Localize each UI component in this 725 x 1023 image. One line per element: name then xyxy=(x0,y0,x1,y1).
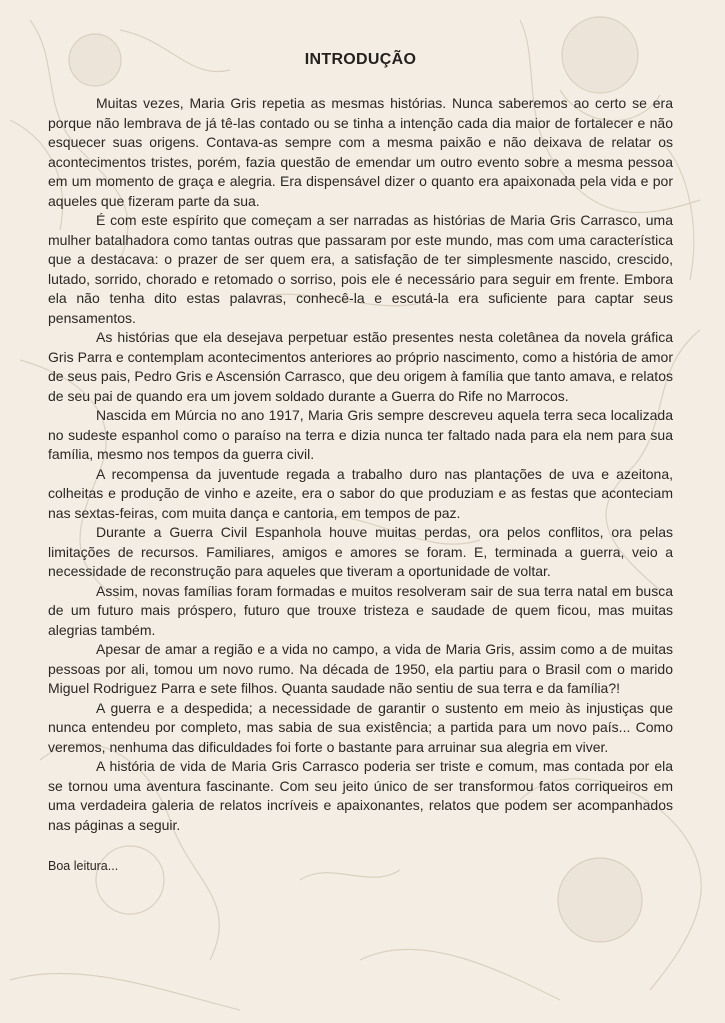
paragraph-4: Nascida em Múrcia no ano 1917, Maria Gris sempre descreveu aquela terra seca localizada no sudeste espanhol como o paraíso na terra e dizia nunca ter faltado nada para ela nem para sua família, mesmo nos tempos da guerra civil. xyxy=(48,407,673,462)
document-title: INTRODUÇÃO xyxy=(304,51,417,68)
paragraph-6: Durante a Guerra Civil Espanhola houve muitas perdas, ora pelos conflitos, ora pelas limitações de recursos. Familiares, amigos e amores se foram. E, terminada a guerra, veio a necessidade de reconstrução para aqueles que tiveram a oportunidade de voltar. xyxy=(48,524,673,579)
paragraph-10: A história de vida de Maria Gris Carrasco poderia ser triste e comum, mas contada por ela se tornou uma aventura fascinante. Com seu jeito único de ser transformou fatos corriqueiros em uma verdadeira galeria de relatos incríveis e apaixonantes, relatos que podem ser acompanhados nas páginas a seguir. xyxy=(48,758,673,833)
paragraph-7: Assim, novas famílias foram formadas e muitos resolveram sair de sua terra natal em busca de um futuro mais próspero, futuro que trouxe tristeza e saudade de quem ficou, mas muitas alegrias também. xyxy=(48,582,673,638)
paragraph-8: Apesar de amar a região e a vida no campo, a vida de Maria Gris, assim como a de muitas pessoas por ali, tomou um novo rumo. Na década de 1950, ela partiu para o Brasil com o marido Miguel Rodriguez Parra e sete filhos. Quanta saudade não sentiu de sua terra e da família?! xyxy=(48,641,673,696)
paragraph-1: Muitas vezes, Maria Gris repetia as mesmas histórias. Nunca saberemos ao certo se era porque não lembrava de já tê-las contado ou se tinha a intenção cada dia maior de fortalecer e não esquecer suas origens. Contava-as sempre com a mesma paixão e não deixava de relatar os acontecimentos tristes, porém, fazia questão de emendar um outro evento sobre a mesma pessoa em um momento de graça e alegria. Era dispensável dizer o quanto era apaixonada pela vida e por aqueles que fizeram parte da sua. xyxy=(48,95,673,209)
paragraph-3: As histórias que ela desejava perpetuar estão presentes nesta coletânea da novela gráfica Gris Parra e contemplam acontecimentos anteriores ao próprio nascimento, como a história de amor de seus pais, Pedro Gris e Ascensión Carrasco, que deu origem à família que tanto amava, e relatos de seu pai de quando era um jovem soldado durante a Guerra do Rife no Marrocos. xyxy=(48,329,673,404)
document-body xyxy=(48,94,673,875)
paragraph-2: É com este espírito que começam a ser narradas as histórias de Maria Gris Carrasco, uma mulher batalhadora como tantas outras que passaram por este mundo, mas com uma característica que a destacava: o prazer de ser quem era, a satisfação de ter simplesmente nascido, crescido, lutado, sorrido, chorado e retomado o sorriso, pois ele é necessário para seguir em frente. Embora ela não tenha dito estas palavras, conhecê-la e escutá-la era suficiente para captar seus pensamentos. xyxy=(48,212,673,326)
closing-line: Boa leitura... xyxy=(48,859,119,873)
paragraph-9: A guerra e a despedida; a necessidade de garantir o sustento em meio às injustiças que nunca entendeu por completo, mas sabia de sua existência; a partida para um novo país... Como veremos, nenhuma das dificuldades foi forte o bastante para arruinar sua alegria em viver. xyxy=(48,699,673,755)
paragraph-5: A recompensa da juventude regada a trabalho duro nas plantações de uva e azeitona, colheitas e produção de vinho e azeite, era o sabor do que produziam e as festas que aconteciam nas sextas-feiras, com muita dança e cantoria, em tempos de paz. xyxy=(48,465,673,521)
